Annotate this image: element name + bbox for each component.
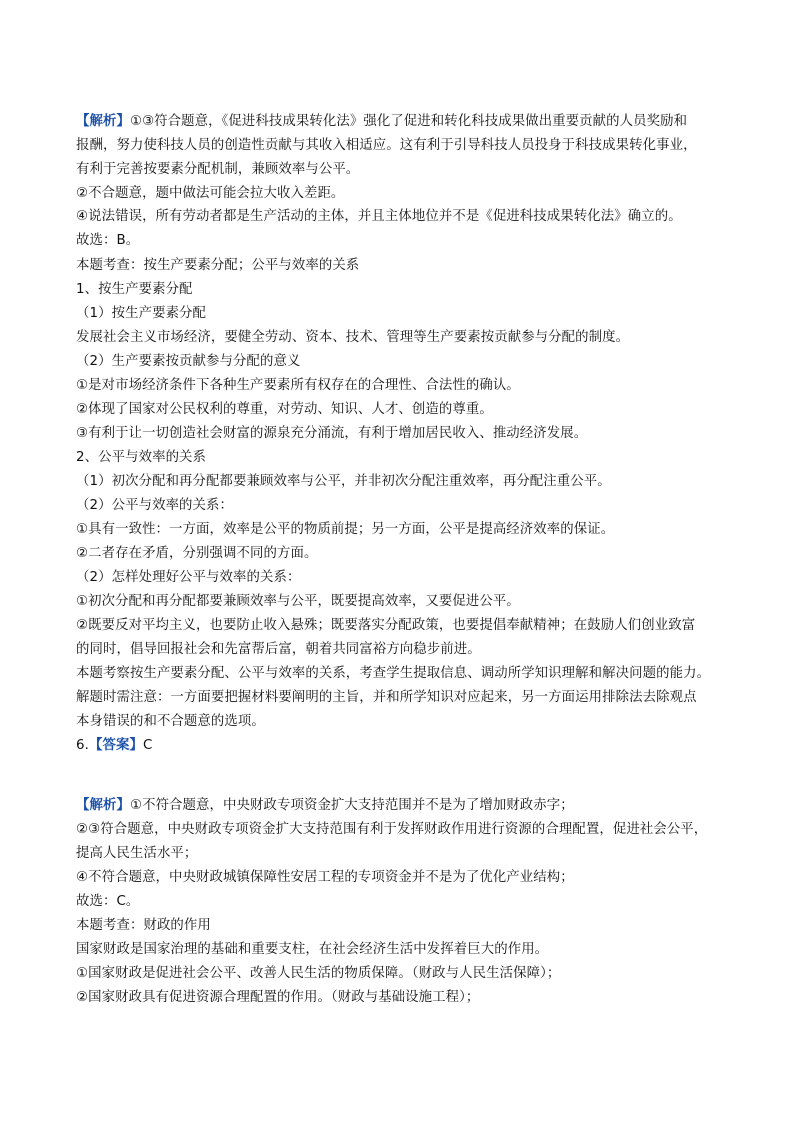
q5-summary-line: 本题考察按生产要素分配、公平与效率的关系，考查学生提取信息、调动所学知识理解和解决问题的能力。 xyxy=(76,666,711,681)
q5-topic-line: 本题考查：按生产要素分配；公平与效率的关系 xyxy=(76,258,360,273)
q5-analysis-line-1: 【解析】①③符合题意，《促进科技成果转化法》强化了促进和转化科技成果做出重要贡献的人员奖励和 xyxy=(76,114,688,129)
q5-analysis-line: ②体现了国家对公民权利的尊重，对劳动、知识、人才、创造的尊重。 xyxy=(76,402,493,417)
q6-analysis-line: ②国家财政具有促进资源合理配置的作用。（财政与基础设施工程）； xyxy=(76,990,480,1005)
q6-analysis-line: ④不符合题意，中央财政城镇保障性安居工程的专项资金并不是为了优化产业结构； xyxy=(76,870,574,885)
analysis-label: 【解析】 xyxy=(76,798,130,813)
q5-analysis-line: 报酬，努力使科技人员的创造性贡献与其收入相适应。这有利于引导科技人员投身于科技成果转化事业， xyxy=(76,138,697,153)
q5-analysis-line: ①是对市场经济条件下各种生产要素所有权存在的合理性、合法性的确认。 xyxy=(76,378,520,393)
answer-value: C xyxy=(142,738,153,753)
q5-analysis-line: ④说法错误，所有劳动者都是生产活动的主体，并且主体地位并不是《促进科技成果转化法》确立的。 xyxy=(76,209,682,224)
q5-subheading: （2）公平与效率的关系： xyxy=(76,498,234,513)
q5-analysis-line: ①初次分配和再分配都要兼顾效率与公平，既要提高效率，又要促进公平。 xyxy=(76,594,520,609)
q5-analysis-line: ③有利于让一切创造社会财富的源泉充分涌流，有利于增加居民收入、推动经济发展。 xyxy=(76,426,588,441)
q6-answer-line xyxy=(76,737,756,755)
q5-heading-1: 1、按生产要素分配 xyxy=(76,282,193,297)
q5-answer-choice: 故选：B。 xyxy=(76,233,140,248)
q5-analysis-line: 发展社会主义市场经济，要健全劳动、资本、技术、管理等生产要素按贡献参与分配的制度。 xyxy=(76,330,630,345)
q6-analysis-line-1: 【解析】①不符合题意，中央财政专项资金扩大支持范围并不是为了增加财政赤字； xyxy=(76,798,574,813)
q5-analysis-line: ②二者存在矛盾，分别强调不同的方面。 xyxy=(76,546,318,561)
q6-analysis-line: 提高人民生活水平； xyxy=(76,846,198,861)
q6-answer-choice: 故选：C。 xyxy=(76,894,140,909)
q6-analysis-line: ①国家财政是促进社会公平、改善人民生活的物质保障。（财政与人民生活保障）； xyxy=(76,966,561,981)
q5-summary-line: 解题时需注意：一方面要把握材料要阐明的主旨，并和所学知识对应起来，另一方面运用排除法去除观点 xyxy=(76,690,697,705)
q5-analysis-line: ②既要反对平均主义，也要防止收入悬殊；既要落实分配政策，也要提倡奉献精神；在鼓励人们创业致富 xyxy=(76,618,696,633)
q5-analysis-line: （1）初次分配和再分配都要兼顾效率与公平，并非初次分配注重效率，再分配注重公平。 xyxy=(76,474,611,489)
q6-analysis-line: ②③符合题意，中央财政专项资金扩大支持范围有利于发挥财政作用进行资源的合理配置，促进社会公平， xyxy=(76,822,708,837)
q5-subheading: （1）按生产要素分配 xyxy=(76,306,207,321)
q6-topic-line: 本题考查：财政的作用 xyxy=(76,918,211,933)
q5-subheading: （2）怎样处理好公平与效率的关系： xyxy=(76,570,301,585)
q5-summary-line: 本身错误的和不合题意的选项。 xyxy=(76,714,265,729)
q5-heading-2: 2、公平与效率的关系 xyxy=(76,450,207,465)
q5-subheading: （2）生产要素按贡献参与分配的意义 xyxy=(76,354,301,369)
q6-analysis-line: 国家财政是国家治理的基础和重要支柱，在社会经济生活中发挥着巨大的作用。 xyxy=(76,942,549,957)
answer-label: 【答案】 xyxy=(88,738,143,753)
analysis-label: 【解析】 xyxy=(76,114,130,129)
q5-analysis-line: ②不合题意，题中做法可能会拉大收入差距。 xyxy=(76,186,345,201)
q5-analysis-line: ①具有一致性：一方面，效率是公平的物质前提；另一方面，公平是提高经济效率的保证。 xyxy=(76,522,615,537)
q5-analysis-line: 的同时，倡导回报社会和先富帮后富，朝着共同富裕方向稳步前进。 xyxy=(76,642,481,657)
q5-analysis-line: 有利于完善按要素分配机制，兼顾效率与公平。 xyxy=(76,162,360,177)
question-number: 6. xyxy=(76,738,89,753)
